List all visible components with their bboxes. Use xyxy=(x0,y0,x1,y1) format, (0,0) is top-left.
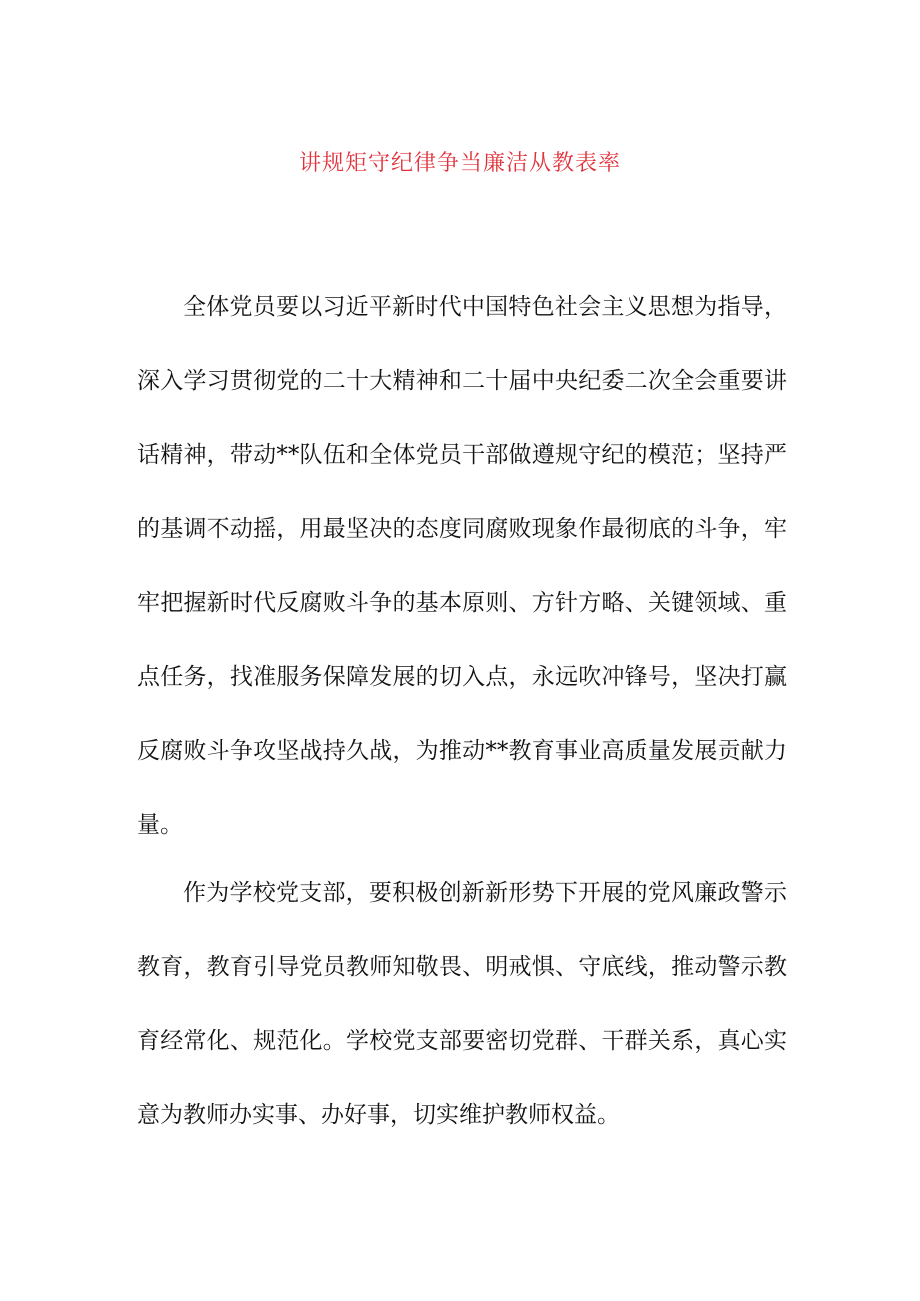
paragraph-2: 作为学校党支部，要积极创新新形势下开展的党风廉政警示教育，教育引导党员教师知敬畏、明戒惧、守底线，推动警示教育经常化、规范化。学校党支部要密切党群、干群关系，真心实意为教师办实事、办好事，切实维护教师权益。 xyxy=(137,880,787,1128)
paragraph-1: 全体党员要以习近平新时代中国特色社会主义思想为指导，深入学习贯彻党的二十大精神和二十届中央纪委二次全会重要讲话精神，带动**队伍和全体党员干部做遵规守纪的模范；坚持严的基调不动摇，用最坚决的态度同腐败现象作最彻底的斗争，牢牢把握新时代反腐败斗争的基本原则、方针方略、关键领域、重点任务，找准服务保障发展的切入点，永远吹冲锋号，坚决打赢反腐败斗争攻坚战持久战，为推动**教育事业高质量发展贡献力量。 xyxy=(137,294,787,838)
document-title: 讲规矩守纪律争当廉洁从教表率 xyxy=(298,151,621,176)
